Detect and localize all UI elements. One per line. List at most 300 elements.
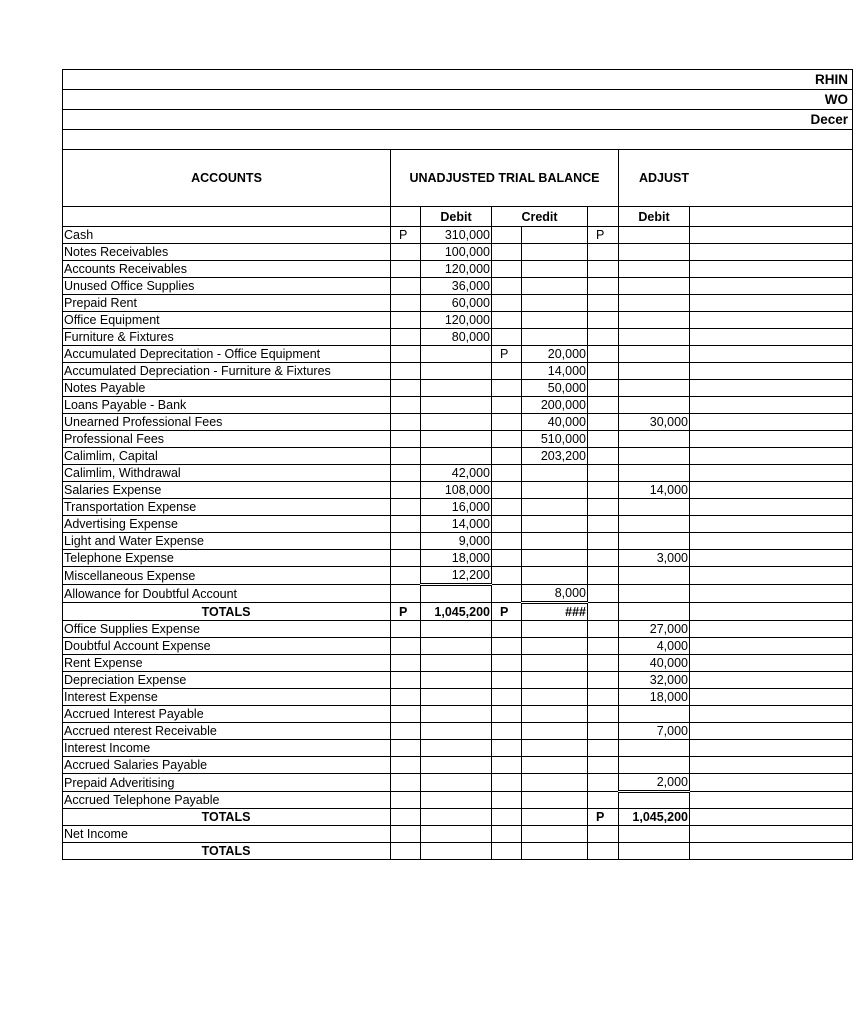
credit-amount: 20,000 — [522, 346, 588, 363]
peso-sign — [588, 792, 619, 809]
credit-amount: 40,000 — [522, 414, 588, 431]
empty-cell — [690, 706, 853, 723]
peso-sign: P — [588, 227, 619, 244]
adjustment-debit-amount — [619, 706, 690, 723]
table-row — [63, 227, 853, 244]
empty-cell — [690, 448, 853, 465]
peso-sign — [492, 465, 522, 482]
adjustment-debit-amount — [619, 826, 690, 843]
peso-sign — [492, 638, 522, 655]
adjustment-debit-amount — [619, 244, 690, 261]
credit-amount: 203,200 — [522, 448, 588, 465]
debit-amount: 1,045,200 — [421, 603, 492, 621]
peso-sign — [492, 655, 522, 672]
peso-sign — [391, 278, 421, 295]
credit-amount — [522, 638, 588, 655]
peso-sign — [391, 638, 421, 655]
peso-sign — [391, 706, 421, 723]
adjustment-debit-amount — [619, 363, 690, 380]
debit-amount: 12,200 — [421, 567, 492, 585]
peso-sign — [492, 672, 522, 689]
empty-cell — [690, 740, 853, 757]
credit-amount — [522, 499, 588, 516]
peso-sign — [492, 244, 522, 261]
account-name: Allowance for Doubtful Account — [63, 585, 391, 603]
peso-sign — [588, 465, 619, 482]
totals-row — [63, 809, 853, 826]
peso-sign — [492, 516, 522, 533]
debit-amount — [421, 774, 492, 792]
debit-amount — [421, 757, 492, 774]
peso-sign — [588, 689, 619, 706]
debit-amount — [421, 655, 492, 672]
peso-sign — [588, 431, 619, 448]
empty-cell — [690, 414, 853, 431]
table-row — [63, 723, 853, 740]
account-name: Accrued Interest Payable — [63, 706, 391, 723]
debit-amount: 42,000 — [421, 465, 492, 482]
peso-sign — [588, 278, 619, 295]
peso-sign — [391, 482, 421, 499]
adjustment-debit-amount — [619, 533, 690, 550]
debit-amount: 16,000 — [421, 499, 492, 516]
empty-cell — [690, 603, 853, 621]
credit-amount: 14,000 — [522, 363, 588, 380]
account-name: Miscellaneous Expense — [63, 567, 391, 585]
peso-sign — [588, 295, 619, 312]
adjustment-debit-amount — [619, 329, 690, 346]
account-name: Furniture & Fixtures — [63, 329, 391, 346]
credit-amount — [522, 278, 588, 295]
account-name: Office Equipment — [63, 312, 391, 329]
debit-amount — [421, 723, 492, 740]
peso-sign — [391, 363, 421, 380]
debit-amount: 14,000 — [421, 516, 492, 533]
adjustment-debit-amount: 14,000 — [619, 482, 690, 499]
peso-sign — [391, 516, 421, 533]
credit-amount — [522, 329, 588, 346]
peso-sign — [391, 723, 421, 740]
debit-amount — [421, 621, 492, 638]
column-group-header — [63, 150, 853, 207]
adjustment-debit-amount — [619, 278, 690, 295]
credit-amount — [522, 706, 588, 723]
peso-sign — [391, 655, 421, 672]
peso-sign: P — [588, 809, 619, 826]
peso-sign — [391, 295, 421, 312]
table-row — [63, 380, 853, 397]
peso-sign — [588, 533, 619, 550]
account-name: TOTALS — [63, 809, 391, 826]
header-row-2 — [63, 90, 853, 110]
peso-sign — [588, 516, 619, 533]
empty-cell — [690, 826, 853, 843]
worksheet — [62, 69, 848, 860]
peso-sign — [391, 843, 421, 860]
account-name: Light and Water Expense — [63, 533, 391, 550]
peso-sign — [588, 499, 619, 516]
account-name: Cash — [63, 227, 391, 244]
peso-sign — [492, 826, 522, 843]
peso-sign — [492, 550, 522, 567]
account-name: Doubtful Account Expense — [63, 638, 391, 655]
table-row — [63, 363, 853, 380]
peso-sign — [391, 672, 421, 689]
table-row — [63, 312, 853, 329]
table-row — [63, 792, 853, 809]
adjustment-debit-amount — [619, 499, 690, 516]
peso-sign — [391, 329, 421, 346]
empty-cell — [690, 621, 853, 638]
debit-amount — [421, 380, 492, 397]
account-name: TOTALS — [63, 603, 391, 621]
table-row — [63, 826, 853, 843]
account-name: Prepaid Rent — [63, 295, 391, 312]
debit-amount — [421, 706, 492, 723]
empty-cell — [690, 295, 853, 312]
peso-sign — [492, 689, 522, 706]
peso-sign — [391, 585, 421, 603]
peso-sign — [588, 774, 619, 792]
credit-amount — [522, 723, 588, 740]
account-name: Notes Receivables — [63, 244, 391, 261]
peso-sign — [492, 774, 522, 792]
debit-amount — [421, 363, 492, 380]
table-row — [63, 295, 853, 312]
peso-sign — [588, 244, 619, 261]
adjustment-debit-amount — [619, 397, 690, 414]
peso-sign — [391, 261, 421, 278]
adjustment-debit-amount: 18,000 — [619, 689, 690, 706]
peso-sign — [391, 448, 421, 465]
worksheet-table — [62, 69, 853, 860]
account-name: Calimlim, Capital — [63, 448, 391, 465]
adjustment-debit-amount — [619, 740, 690, 757]
header-row-3 — [63, 110, 853, 130]
peso-sign — [588, 261, 619, 278]
empty-cell — [690, 792, 853, 809]
empty-cell — [690, 774, 853, 792]
blank-row — [63, 130, 853, 150]
table-row — [63, 516, 853, 533]
peso-sign — [492, 621, 522, 638]
credit-amount — [522, 826, 588, 843]
empty-cell — [690, 567, 853, 585]
account-name: Unused Office Supplies — [63, 278, 391, 295]
adjustment-debit-amount — [619, 567, 690, 585]
credit-amount — [522, 482, 588, 499]
peso-sign — [588, 312, 619, 329]
adjustment-debit-amount — [619, 431, 690, 448]
account-name: TOTALS — [63, 843, 391, 860]
table-row — [63, 774, 853, 792]
empty-cell — [690, 261, 853, 278]
peso-sign — [588, 655, 619, 672]
peso-sign — [391, 792, 421, 809]
empty-cell — [690, 278, 853, 295]
peso-sign — [391, 312, 421, 329]
credit-amount — [522, 689, 588, 706]
debit-amount: 60,000 — [421, 295, 492, 312]
adjustment-debit-amount: 40,000 — [619, 655, 690, 672]
peso-sign — [588, 621, 619, 638]
debit-amount — [421, 397, 492, 414]
credit-amount — [522, 465, 588, 482]
empty-cell — [690, 655, 853, 672]
table-row — [63, 482, 853, 499]
account-name: Accrued Salaries Payable — [63, 757, 391, 774]
peso-sign — [492, 843, 522, 860]
empty-cell — [690, 723, 853, 740]
credit-amount — [522, 244, 588, 261]
peso-sign — [492, 757, 522, 774]
adjustment-debit-amount: 2,000 — [619, 774, 690, 792]
peso-sign — [492, 567, 522, 585]
empty-cell — [690, 431, 853, 448]
peso-sign — [492, 363, 522, 380]
adjustment-debit-amount — [619, 792, 690, 809]
peso-sign: P — [492, 603, 522, 621]
peso-sign — [588, 363, 619, 380]
adjustments-header: ADJUST — [619, 150, 853, 207]
accounts-header: ACCOUNTS — [63, 150, 391, 207]
account-name: Accrued Telephone Payable — [63, 792, 391, 809]
empty-cell — [690, 380, 853, 397]
adjustment-debit-amount: 32,000 — [619, 672, 690, 689]
peso-sign — [492, 792, 522, 809]
adjustment-debit-amount — [619, 757, 690, 774]
adjustment-debit-amount — [619, 346, 690, 363]
peso-sign — [588, 723, 619, 740]
empty-cell — [690, 244, 853, 261]
credit-amount — [522, 533, 588, 550]
adjustment-debit-amount — [619, 603, 690, 621]
table-row — [63, 499, 853, 516]
adjustment-debit-amount — [619, 585, 690, 603]
account-name: Advertising Expense — [63, 516, 391, 533]
account-name: Loans Payable - Bank — [63, 397, 391, 414]
peso-sign — [492, 431, 522, 448]
peso-sign — [492, 397, 522, 414]
table-row — [63, 585, 853, 603]
peso-sign — [391, 244, 421, 261]
adjustment-debit-amount — [619, 227, 690, 244]
table-row — [63, 740, 853, 757]
empty-cell — [690, 585, 853, 603]
credit-amount — [522, 809, 588, 826]
debit-amount — [421, 414, 492, 431]
empty-cell — [690, 516, 853, 533]
account-name: Accrued nterest Receivable — [63, 723, 391, 740]
credit-amount — [522, 740, 588, 757]
credit-amount — [522, 792, 588, 809]
peso-sign — [391, 414, 421, 431]
table-row — [63, 414, 853, 431]
peso-sign — [588, 329, 619, 346]
table-row — [63, 278, 853, 295]
table-row — [63, 638, 853, 655]
peso-sign — [588, 740, 619, 757]
table-row — [63, 465, 853, 482]
peso-sign — [492, 723, 522, 740]
empty-cell — [690, 482, 853, 499]
peso-sign — [391, 740, 421, 757]
table-row — [63, 672, 853, 689]
credit-amount — [522, 516, 588, 533]
empty-cell — [690, 465, 853, 482]
debit-credit-header — [63, 207, 853, 227]
debit-amount — [421, 792, 492, 809]
peso-sign — [391, 533, 421, 550]
account-name: Telephone Expense — [63, 550, 391, 567]
debit-header: Debit — [421, 207, 492, 227]
table-row — [63, 431, 853, 448]
account-name: Depreciation Expense — [63, 672, 391, 689]
peso-sign — [492, 706, 522, 723]
adjustment-debit-amount — [619, 843, 690, 860]
peso-sign — [588, 380, 619, 397]
account-name: Rent Expense — [63, 655, 391, 672]
peso-sign: P — [391, 227, 421, 244]
peso-sign — [588, 706, 619, 723]
empty-cell — [690, 329, 853, 346]
adjustment-debit-amount — [619, 380, 690, 397]
credit-amount — [522, 774, 588, 792]
worksheet-title: WO — [63, 90, 853, 110]
adjustment-debit-amount — [619, 312, 690, 329]
peso-sign — [391, 757, 421, 774]
table-row — [63, 261, 853, 278]
empty-cell — [690, 533, 853, 550]
empty-cell — [690, 672, 853, 689]
peso-sign — [492, 278, 522, 295]
empty-cell — [690, 499, 853, 516]
peso-sign — [588, 757, 619, 774]
adjustment-debit-amount: 1,045,200 — [619, 809, 690, 826]
account-name: Transportation Expense — [63, 499, 391, 516]
account-name: Prepaid Adveritising — [63, 774, 391, 792]
debit-amount — [421, 638, 492, 655]
peso-sign — [391, 621, 421, 638]
worksheet-date: Decer — [63, 110, 853, 130]
table-row — [63, 567, 853, 585]
peso-sign — [391, 380, 421, 397]
peso-sign — [492, 585, 522, 603]
peso-sign — [492, 380, 522, 397]
table-row — [63, 329, 853, 346]
peso-sign — [391, 397, 421, 414]
table-row — [63, 346, 853, 363]
account-name: Unearned Professional Fees — [63, 414, 391, 431]
peso-sign — [588, 843, 619, 860]
debit-amount: 36,000 — [421, 278, 492, 295]
table-row — [63, 706, 853, 723]
table-row — [63, 757, 853, 774]
table-row — [63, 655, 853, 672]
debit-amount — [421, 740, 492, 757]
credit-amount — [522, 655, 588, 672]
credit-amount — [522, 550, 588, 567]
table-row — [63, 550, 853, 567]
peso-sign — [391, 689, 421, 706]
adjustment-debit-amount — [619, 465, 690, 482]
adjustment-debit-amount — [619, 295, 690, 312]
adjustment-debit-amount: 4,000 — [619, 638, 690, 655]
empty-cell — [690, 809, 853, 826]
adjustment-debit-amount — [619, 448, 690, 465]
credit-header: Credit — [492, 207, 588, 227]
peso-sign — [588, 567, 619, 585]
peso-sign — [588, 550, 619, 567]
peso-sign: P — [391, 603, 421, 621]
adjustment-debit-amount: 27,000 — [619, 621, 690, 638]
empty-cell — [690, 312, 853, 329]
peso-sign — [391, 774, 421, 792]
peso-sign — [391, 550, 421, 567]
account-name: Accounts Receivables — [63, 261, 391, 278]
peso-sign — [492, 329, 522, 346]
peso-sign — [588, 414, 619, 431]
peso-sign — [492, 533, 522, 550]
account-name: Notes Payable — [63, 380, 391, 397]
debit-amount — [421, 346, 492, 363]
credit-amount — [522, 312, 588, 329]
account-name: Salaries Expense — [63, 482, 391, 499]
empty-cell — [690, 550, 853, 567]
adjustment-debit-amount — [619, 516, 690, 533]
unadjusted-trial-balance-header: UNADJUSTED TRIAL BALANCE — [391, 150, 619, 207]
debit-amount: 9,000 — [421, 533, 492, 550]
adjustment-debit-amount — [619, 261, 690, 278]
debit-amount — [421, 431, 492, 448]
table-row — [63, 621, 853, 638]
debit-amount: 80,000 — [421, 329, 492, 346]
peso-sign — [588, 585, 619, 603]
peso-sign — [588, 448, 619, 465]
company-name: RHIN — [63, 70, 853, 90]
debit-amount — [421, 826, 492, 843]
peso-sign — [391, 431, 421, 448]
credit-amount — [522, 567, 588, 585]
debit-amount: 18,000 — [421, 550, 492, 567]
debit-amount — [421, 843, 492, 860]
peso-sign — [588, 603, 619, 621]
peso-sign — [492, 482, 522, 499]
peso-sign — [492, 312, 522, 329]
header-row-1 — [63, 70, 853, 90]
table-row — [63, 244, 853, 261]
debit-amount: 310,000 — [421, 227, 492, 244]
empty-cell — [690, 227, 853, 244]
debit-amount — [421, 448, 492, 465]
account-name: Interest Income — [63, 740, 391, 757]
credit-amount — [522, 672, 588, 689]
empty-cell — [690, 843, 853, 860]
credit-amount: 510,000 — [522, 431, 588, 448]
table-row — [63, 533, 853, 550]
account-name: Calimlim, Withdrawal — [63, 465, 391, 482]
credit-amount: 8,000 — [522, 585, 588, 603]
account-name: Net Income — [63, 826, 391, 843]
account-name: Interest Expense — [63, 689, 391, 706]
credit-amount — [522, 261, 588, 278]
peso-sign — [492, 809, 522, 826]
peso-sign — [492, 295, 522, 312]
debit-amount — [421, 689, 492, 706]
debit-amount — [421, 809, 492, 826]
account-name: Professional Fees — [63, 431, 391, 448]
peso-sign — [391, 465, 421, 482]
